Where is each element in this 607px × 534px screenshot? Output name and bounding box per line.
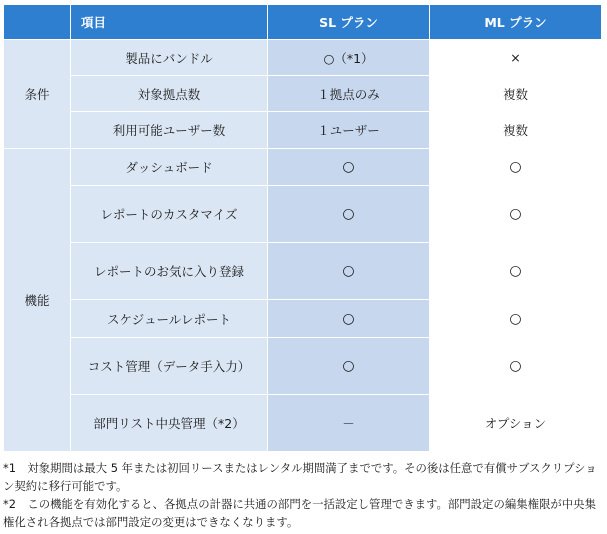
table-row	[4, 76, 602, 112]
ml-value: ○	[430, 300, 602, 338]
sl-value: ○	[268, 243, 430, 300]
sl-value: ○	[268, 149, 430, 186]
table-row	[4, 338, 602, 395]
row-item: ダッシュボード	[71, 149, 268, 186]
footnote-2: *2 この機能を有効化すると、各拠点の計器に共通の部門を一括設定し管理できます。部門設定の編集権限が中央集権化され各拠点では部門設定の変更はできなくなります。	[3, 497, 596, 529]
category-features: 機能	[4, 149, 71, 452]
sl-value: ○	[268, 186, 430, 243]
table-header-row	[4, 5, 602, 40]
sl-value: ○	[268, 300, 430, 338]
table-row	[4, 40, 602, 76]
ml-value: ○	[430, 338, 602, 395]
ml-value: ○	[430, 149, 602, 186]
row-item: レポートのお気に入り登録	[71, 243, 268, 300]
header-item: 項目	[71, 5, 268, 40]
ml-value: 複数	[430, 76, 602, 112]
ml-value: ○	[430, 186, 602, 243]
ml-value: 複数	[430, 112, 602, 149]
table-row	[4, 112, 602, 149]
header-ml-plan: ML プラン	[430, 5, 602, 40]
footnote-1: *1 対象期間は最大 5 年または初回リースまたはレンタル期間満了までです。その後は任意で有償サブスクリプション契約に移行可能です。	[3, 461, 597, 493]
table-row	[4, 149, 602, 186]
header-sl-plan: SL プラン	[268, 5, 430, 40]
row-item: スケジュールレポート	[71, 300, 268, 338]
sl-value: ○（*1）	[268, 40, 430, 76]
plan-comparison-table	[3, 4, 602, 452]
row-item: コスト管理（データ手入力）	[71, 338, 268, 395]
table-row	[4, 243, 602, 300]
row-item: 利用可能ユーザー数	[71, 112, 268, 149]
header-blank-cell	[4, 5, 71, 40]
row-item: 対象拠点数	[71, 76, 268, 112]
footnotes	[3, 459, 603, 531]
sl-value: －	[268, 395, 430, 452]
table-row	[4, 300, 602, 338]
table-row	[4, 395, 602, 452]
ml-value: ×	[430, 40, 602, 76]
category-conditions: 条件	[4, 40, 71, 149]
ml-value: ○	[430, 243, 602, 300]
table-row	[4, 186, 602, 243]
ml-value: オプション	[430, 395, 602, 452]
row-item: 部門リスト中央管理（*2）	[71, 395, 268, 452]
sl-value: １ユーザー	[268, 112, 430, 149]
sl-value: ○	[268, 338, 430, 395]
sl-value: １拠点のみ	[268, 76, 430, 112]
row-item: レポートのカスタマイズ	[71, 186, 268, 243]
row-item: 製品にバンドル	[71, 40, 268, 76]
